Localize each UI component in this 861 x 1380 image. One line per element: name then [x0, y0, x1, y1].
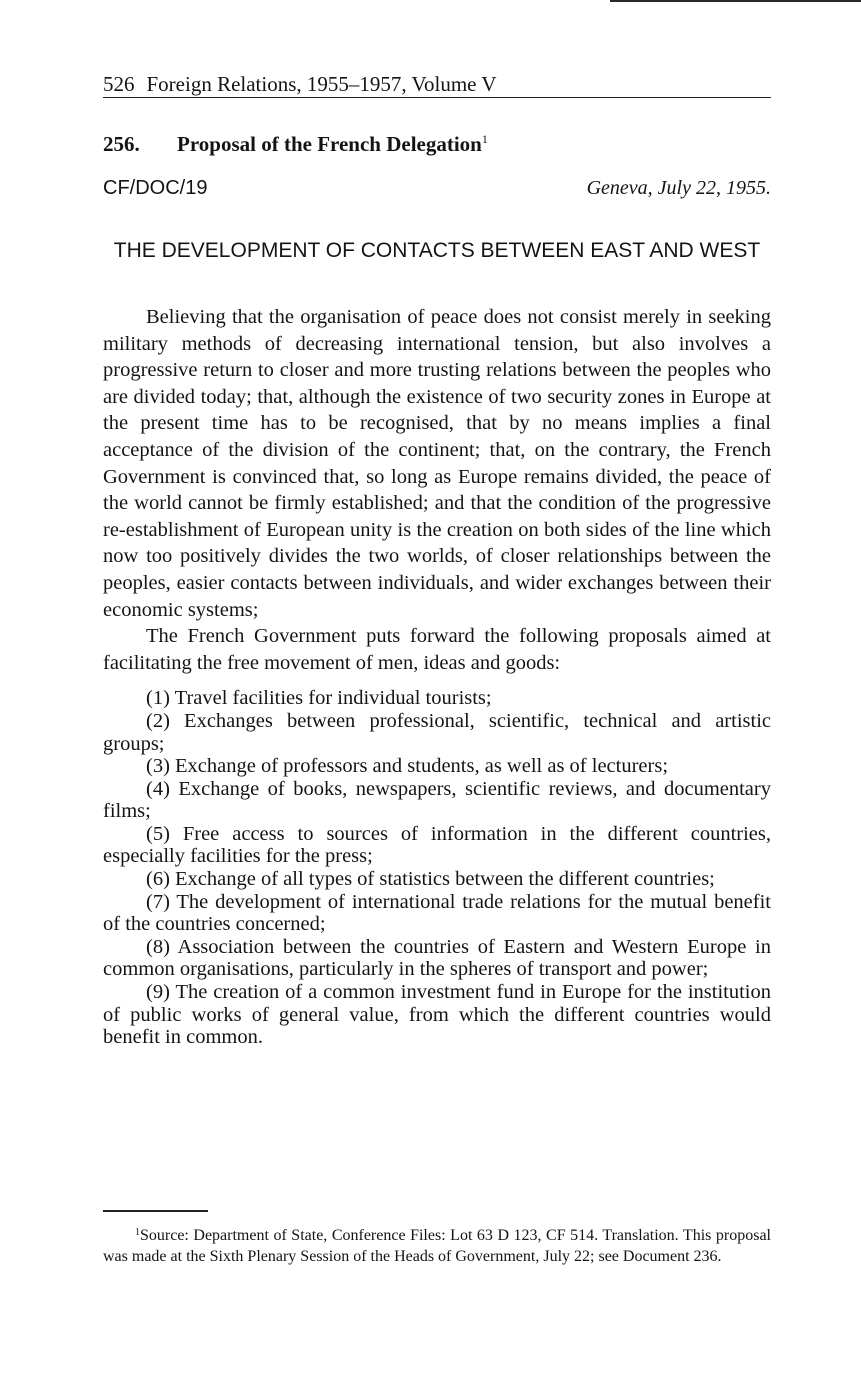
proposal-item: (2) Exchanges between professional, scientific, technical and artistic groups;	[103, 709, 771, 755]
document-place-date: Geneva, July 22, 1955.	[586, 177, 771, 199]
preamble-paragraph: Believing that the organisation of peace does not consist merely in seeking military methods of decreasing international tension, but also involves a progressive return to closer and more trusting relations between the peoples who are divided today; that, although the existence of two security zones in Europe at the present time has to be recognised, that by no means implies a final acceptance of the division of the continent; that, on the contrary, the French Government is convinced that, so long as Europe remains divided, the peace of the world cannot be firmly established; and that the condition of the progressive re-establishment of European unity is the creation on both sides of the line which now too positively divides the two worlds, of closer relationships between the peoples, easier contacts between individuals, and wider exchanges between their economic systems;	[103, 306, 771, 621]
page-number: 526	[103, 72, 135, 96]
proposals-intro-paragraph: The French Government puts forward the following proposals aimed at facilitating the free movement of men, ideas and goods:	[103, 625, 771, 674]
scan-edge-line	[610, 0, 861, 2]
proposal-item: (6) Exchange of all types of statistics between the different countries;	[146, 868, 715, 891]
proposal-item: (8) Association between the countries of Eastern and Western Europe in common organisations, particularly in the spheres of transport and power;	[103, 935, 771, 981]
proposal-list	[103, 687, 771, 1049]
proposal-item: (1) Travel facilities for individual tourists;	[146, 687, 492, 710]
document-heading-text: Proposal of the French Delegation	[177, 132, 482, 156]
footnote-text: Source: Department of State, Conference Files: Lot 63 D 123, CF 514. Translation. This proposal was made at the Sixth Plenary Session of the Heads of Government, July 22; see Document 236.	[103, 1227, 771, 1265]
footnote-reference[interactable]: 1	[481, 132, 488, 146]
document-body	[103, 304, 771, 1049]
footnote	[103, 1223, 771, 1267]
document-number: 256.	[103, 132, 140, 156]
proposal-item: (5) Free access to sources of information in the different countries, especially facilities for the press;	[103, 822, 771, 868]
proposal-item: (9) The creation of a common investment fund in Europe for the institution of public works of general value, from which the different countries would benefit in common.	[103, 981, 771, 1049]
document-heading	[103, 126, 488, 157]
document-reference: CF/DOC/19	[103, 177, 208, 199]
running-head	[103, 72, 771, 98]
footnote-marker: 1	[135, 1227, 140, 1238]
document-title: THE DEVELOPMENT OF CONTACTS BETWEEN EAST AND WEST	[113, 239, 761, 262]
running-head-title: Foreign Relations, 1955–1957, Volume V	[146, 72, 497, 96]
proposal-item: (7) The development of international trade relations for the mutual benefit of the countries concerned;	[103, 890, 771, 936]
footnote-divider	[103, 1210, 208, 1212]
proposal-item: (4) Exchange of books, newspapers, scientific reviews, and documentary films;	[103, 777, 771, 823]
proposal-item: (3) Exchange of professors and students, as well as of lecturers;	[146, 755, 669, 778]
